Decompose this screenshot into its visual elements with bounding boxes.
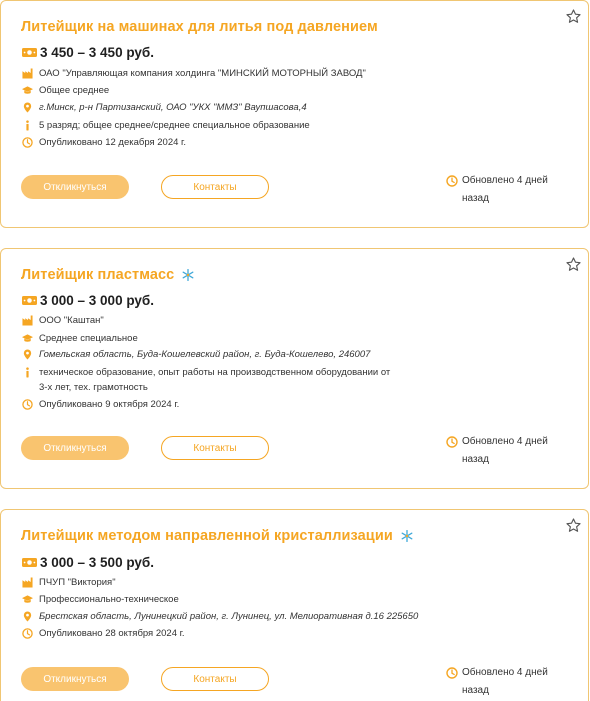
salary-row <box>22 45 154 60</box>
updated-info <box>446 433 566 469</box>
graduation-cap-icon <box>22 594 33 605</box>
company-name: ООО "Каштан" <box>39 315 104 326</box>
favorite-star-icon[interactable] <box>565 517 582 534</box>
graduation-cap-icon <box>22 333 33 344</box>
clock-icon <box>446 436 458 448</box>
vacancy-card <box>0 248 589 489</box>
info-icon <box>22 120 33 131</box>
apply-button[interactable]: Откликнуться <box>21 436 129 460</box>
company-name: ПЧУП "Виктория" <box>39 577 116 588</box>
contacts-button[interactable]: Контакты <box>161 667 269 691</box>
money-icon <box>22 557 37 568</box>
clock-icon <box>22 137 33 148</box>
factory-icon <box>22 68 33 79</box>
address-row <box>22 347 370 362</box>
salary-row <box>22 555 154 570</box>
snowflake-icon <box>401 530 413 542</box>
education-level: Общее среднее <box>39 85 110 96</box>
location-pin-icon <box>22 611 33 622</box>
apply-button[interactable]: Откликнуться <box>21 175 129 199</box>
location-pin-icon <box>22 349 33 360</box>
apply-button[interactable]: Откликнуться <box>21 667 129 691</box>
factory-icon <box>22 315 33 326</box>
education-row <box>22 592 179 607</box>
education-level: Профессионально-техническое <box>39 594 179 605</box>
vacancy-title-row <box>21 528 413 544</box>
company-row <box>22 66 366 81</box>
updated-text: Обновлено 4 дней назад <box>462 175 548 204</box>
published-date: Опубликовано 28 октября 2024 г. <box>39 628 185 639</box>
salary-row <box>22 293 154 308</box>
factory-icon <box>22 577 33 588</box>
published-row <box>22 397 179 412</box>
favorite-star-icon[interactable] <box>565 8 582 25</box>
published-row <box>22 135 186 150</box>
salary-value: 3 000 – 3 000 руб. <box>40 293 154 308</box>
vacancy-title-link[interactable]: Литейщик пластмасс <box>21 267 175 283</box>
requirements-text: техническое образование, опыт работы на производственном оборудовании от 3-х лет, тех. грамотность <box>39 367 391 393</box>
money-icon <box>22 47 37 58</box>
education-level: Среднее специальное <box>39 333 138 344</box>
company-name: ОАО "Управляющая компания холдинга "МИНСКИЙ МОТОРНЫЙ ЗАВОД" <box>39 68 366 79</box>
updated-text: Обновлено 4 дней назад <box>462 436 548 465</box>
company-row <box>22 313 104 328</box>
vacancy-title-link[interactable]: Литейщик методом направленной кристаллизации <box>21 528 393 544</box>
company-row <box>22 575 116 590</box>
clock-icon <box>22 399 33 410</box>
salary-value: 3 000 – 3 500 руб. <box>40 555 154 570</box>
address-row <box>22 100 307 115</box>
salary-value: 3 450 – 3 450 руб. <box>40 45 154 60</box>
contacts-button[interactable]: Контакты <box>161 436 269 460</box>
info-icon <box>22 367 33 378</box>
clock-icon <box>446 175 458 187</box>
vacancy-card <box>0 0 589 228</box>
address-text: г.Минск, р-н Партизанский, ОАО "УКХ "ММЗ" Ваупшасова,4 <box>39 102 307 113</box>
address-text: Гомельская область, Буда-Кошелевский район, г. Буда-Кошелево, 246007 <box>39 349 371 360</box>
published-row <box>22 626 185 641</box>
contacts-button[interactable]: Контакты <box>161 175 269 199</box>
updated-info <box>446 172 566 208</box>
vacancy-title-link[interactable]: Литейщик на машинах для литья под давлением <box>21 19 378 35</box>
education-row <box>22 331 138 346</box>
graduation-cap-icon <box>22 85 33 96</box>
published-date: Опубликовано 9 октября 2024 г. <box>39 399 180 410</box>
requirements-row <box>22 365 399 395</box>
money-icon <box>22 295 37 306</box>
vacancy-card <box>0 509 589 701</box>
requirements-text: 5 разряд; общее среднее/среднее специальное образование <box>39 120 310 131</box>
published-date: Опубликовано 12 декабря 2024 г. <box>39 137 186 148</box>
updated-info <box>446 664 566 700</box>
vacancy-title-row <box>21 19 378 35</box>
address-row <box>22 609 418 624</box>
location-pin-icon <box>22 102 33 113</box>
favorite-star-icon[interactable] <box>565 256 582 273</box>
requirements-row <box>22 118 310 133</box>
education-row <box>22 83 109 98</box>
clock-icon <box>22 628 33 639</box>
snowflake-icon <box>182 269 194 281</box>
updated-text: Обновлено 4 дней назад <box>462 667 548 696</box>
address-text: Брестская область, Лунинецкий район, г. Лунинец, ул. Мелиоративная д.16 225650 <box>39 611 419 622</box>
clock-icon <box>446 667 458 679</box>
vacancy-title-row <box>21 267 194 283</box>
